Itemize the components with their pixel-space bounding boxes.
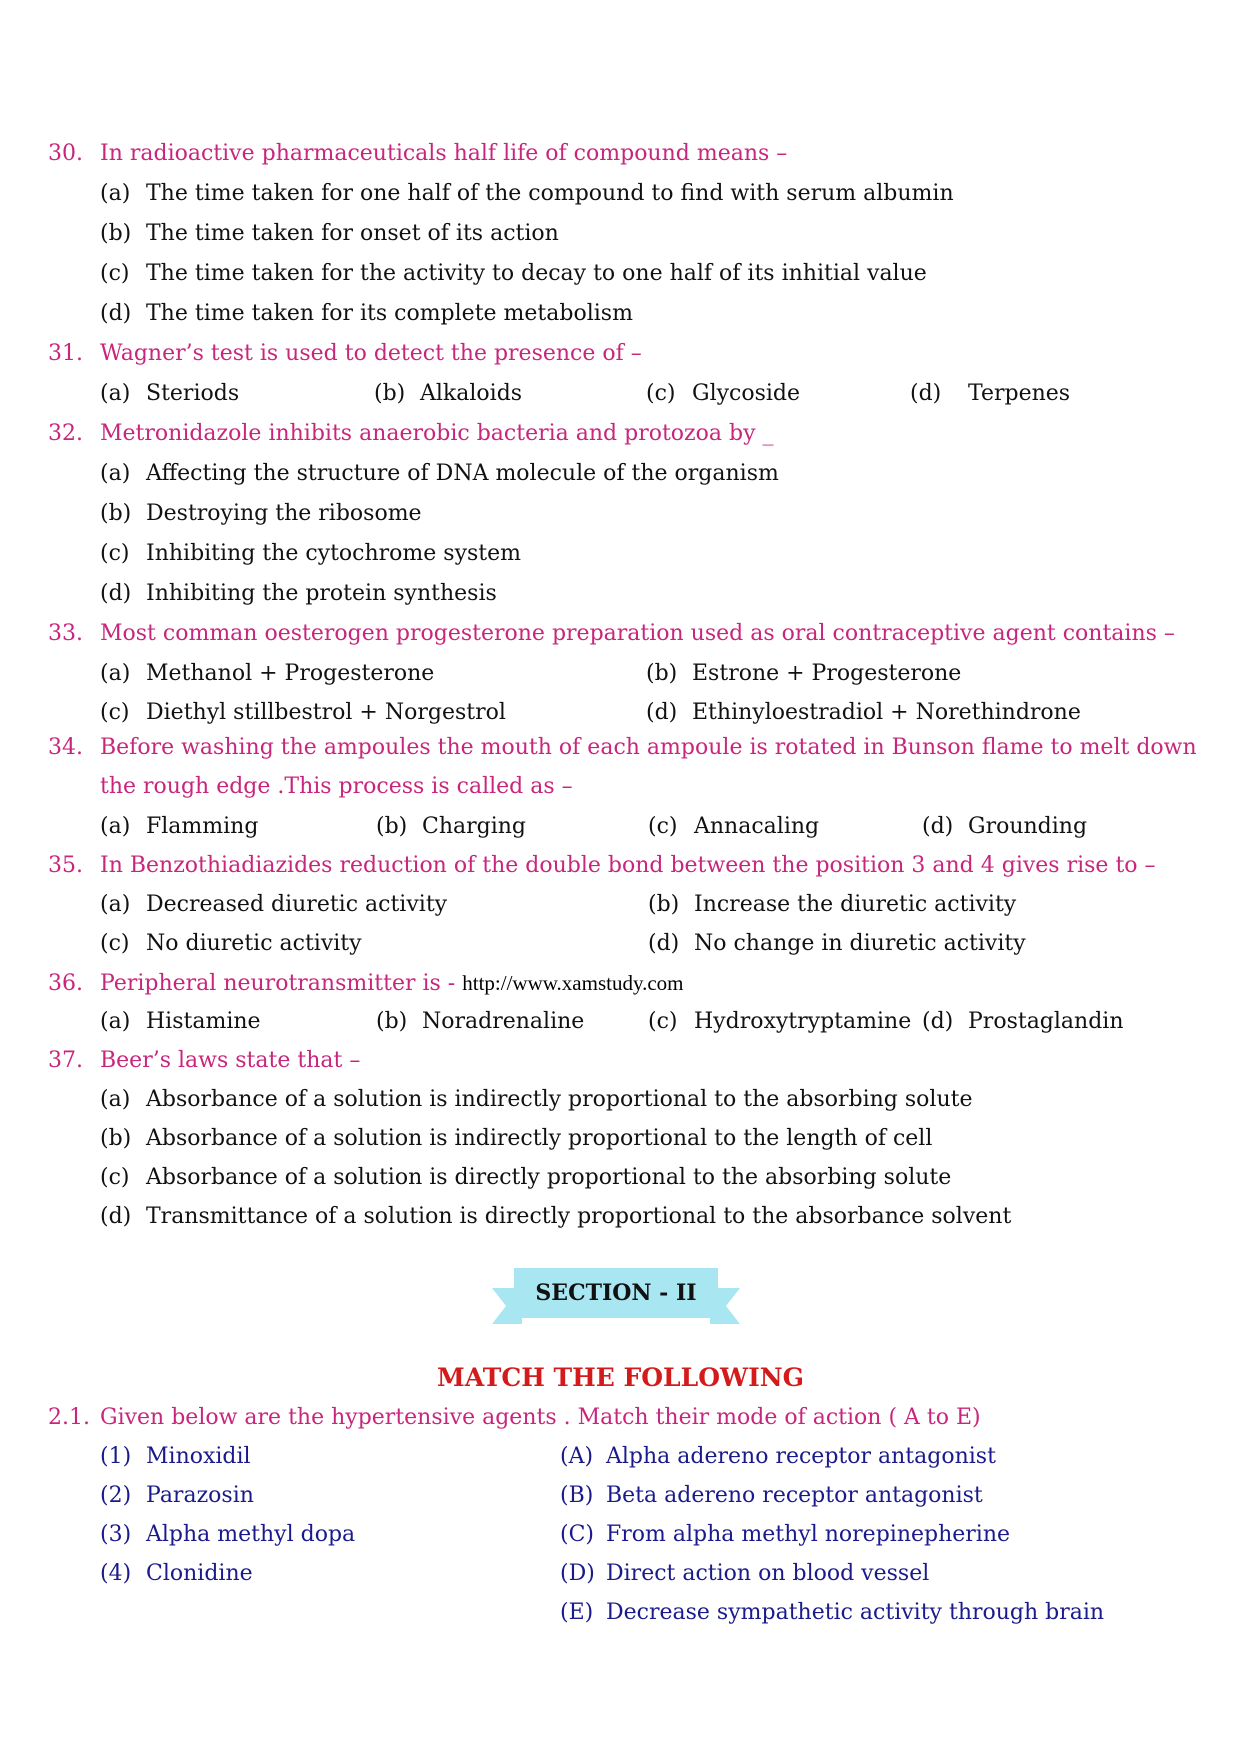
option-30-b: (b) The time taken for onset of its action — [100, 221, 559, 246]
option-37-d: (d) Transmittance of a solution is directly proportional to the absorbance solvent — [100, 1204, 1012, 1229]
option-34-c: (c) Annacaling — [648, 814, 820, 839]
question-31 — [48, 334, 1201, 374]
question-30 — [48, 134, 1201, 174]
option-36-b: (b) Noradrenaline — [376, 1009, 585, 1034]
question-text: Before washing the ampoules the mouth of each ampoule is rotated in Bunson flame to melt down the rough edge .This process is called as – — [100, 735, 1197, 799]
match-question — [48, 1398, 1201, 1438]
option-35-c: (c) No diuretic activity — [100, 931, 362, 956]
question-number: 37. — [48, 1048, 83, 1073]
option-35-b: (b) Increase the diuretic activity — [648, 892, 1017, 917]
option-31-c: (c) Glycoside — [646, 381, 801, 406]
option-31-a: (a) Steriods — [100, 381, 240, 406]
question-text: Given below are the hypertensive agents . Match their mode of action ( A to E) — [100, 1405, 981, 1430]
match-right-C: (C) From alpha methyl norepinepherine — [560, 1522, 1011, 1547]
option-31-d: (d) Terpenes — [910, 381, 1071, 406]
question-number: 34. — [48, 735, 83, 760]
option-36-a: (a) Histamine — [100, 1009, 261, 1034]
section-title: SECTION - II — [535, 1280, 697, 1306]
question-number: 35. — [48, 853, 83, 878]
option-33-d: (d) Ethinyloestradiol + Norethindrone — [646, 700, 1081, 725]
option-33-b: (b) Estrone + Progesterone — [646, 661, 962, 686]
match-left-1: (1) Minoxidil — [100, 1444, 251, 1469]
match-right-B: (B) Beta adereno receptor antagonist — [560, 1483, 983, 1508]
option-33-a: (a) Methanol + Progesterone — [100, 661, 435, 686]
option-34-d: (d) Grounding — [922, 814, 1088, 839]
option-37-c: (c) Absorbance of a solution is directly proportional to the absorbing solute — [100, 1165, 952, 1190]
question-text: Beer’s laws state that – — [100, 1048, 361, 1073]
match-left-4: (4) Clonidine — [100, 1561, 253, 1586]
question-36 — [48, 963, 1201, 1004]
question-34 — [48, 728, 1201, 806]
match-left-3: (3) Alpha methyl dopa — [100, 1522, 356, 1547]
match-right-A: (A) Alpha adereno receptor antagonist — [560, 1444, 996, 1469]
question-text: Metronidazole inhibits anaerobic bacteria and protozoa by _ — [100, 421, 774, 446]
option-32-c: (c) Inhibiting the cytochrome system — [100, 541, 522, 566]
question-text: In radioactive pharmaceuticals half life of compound means – — [100, 141, 788, 166]
option-37-b: (b) Absorbance of a solution is indirectly proportional to the length of cell — [100, 1126, 933, 1151]
option-36-d: (d) Prostaglandin — [922, 1009, 1124, 1034]
option-32-a: (a) Affecting the structure of DNA molecule of the organism — [100, 461, 779, 486]
option-32-d: (d) Inhibiting the protein synthesis — [100, 581, 497, 606]
question-text: Most comman oesterogen progesterone preparation used as oral contraceptive agent contains – — [100, 621, 1175, 646]
question-text: Peripheral neurotransmitter is - — [100, 971, 456, 996]
match-right-D: (D) Direct action on blood vessel — [560, 1561, 930, 1586]
match-right-E: (E) Decrease sympathetic activity through brain — [560, 1600, 1105, 1625]
option-34-a: (a) Flamming — [100, 814, 259, 839]
option-35-a: (a) Decreased diuretic activity — [100, 892, 448, 917]
question-number: 36. — [48, 971, 83, 996]
match-left-2: (2) Parazosin — [100, 1483, 254, 1508]
website-link[interactable]: http://www.xamstudy.com — [462, 971, 684, 995]
option-35-d: (d) No change in diuretic activity — [648, 931, 1026, 956]
match-title: MATCH THE FOLLOWING — [437, 1363, 804, 1392]
question-number: 2.1. — [48, 1405, 90, 1430]
option-30-d: (d) The time taken for its complete metabolism — [100, 301, 633, 326]
question-number: 31. — [48, 341, 83, 366]
option-31-b: (b) Alkaloids — [374, 381, 523, 406]
question-35 — [48, 846, 1201, 886]
option-30-c: (c) The time taken for the activity to decay to one half of its inhitial value — [100, 261, 927, 286]
option-37-a: (a) Absorbance of a solution is indirectly proportional to the absorbing solute — [100, 1087, 973, 1112]
option-36-c: (c) Hydroxytryptamine — [648, 1009, 912, 1034]
question-number: 33. — [48, 621, 83, 646]
question-number: 32. — [48, 421, 83, 446]
question-text: In Benzothiadiazides reduction of the double bond between the position 3 and 4 gives rise to – — [100, 853, 1156, 878]
option-32-b: (b) Destroying the ribosome — [100, 501, 422, 526]
option-30-a: (a) The time taken for one half of the compound to find with serum albumin — [100, 181, 954, 206]
question-text: Wagner’s test is used to detect the presence of – — [100, 341, 642, 366]
question-32 — [48, 414, 1201, 454]
option-33-c: (c) Diethyl stillbestrol + Norgestrol — [100, 700, 506, 725]
question-33 — [48, 614, 1201, 654]
option-34-b: (b) Charging — [376, 814, 527, 839]
question-number: 30. — [48, 141, 83, 166]
question-37 — [48, 1041, 1201, 1081]
